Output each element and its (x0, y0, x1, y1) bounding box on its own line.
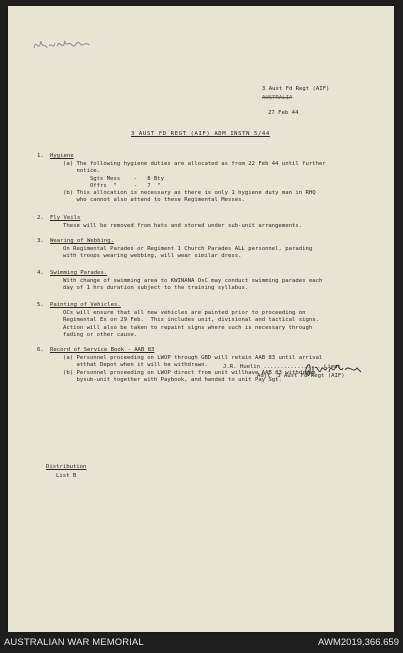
section-number: 4. (37, 270, 44, 276)
section-body (63, 223, 302, 230)
section-number: 5. (37, 302, 44, 308)
section-line: who cannot also attend to these Regimental Messes. (63, 197, 245, 204)
section-line: bysub-unit together with Paybook, and handed to unit Pay Sgt. (63, 376, 282, 383)
section-body (63, 310, 319, 339)
handwritten-annotation (31, 30, 89, 58)
section-heading: Painting of Vehicles. (50, 302, 121, 308)
section-number: 1. (37, 153, 44, 159)
section-body (63, 278, 322, 293)
section-line: Sgts Mess - 8 Bty (63, 175, 165, 182)
header-unit: 3 Aust Fd Regt (AIF) (262, 86, 330, 92)
section-line: day of 1 hrs duration subject to the training syllabus. (63, 285, 249, 292)
section-line: fading or other cause. (63, 331, 138, 338)
section-line: Action will also be taken to repaint signs where such is necessary through (63, 324, 313, 331)
section-body (63, 246, 312, 261)
section-number: 3. (37, 238, 44, 244)
section-heading: Hygiene (50, 153, 74, 159)
distribution-label: Distribution (46, 464, 87, 470)
section-line: notice. (63, 168, 101, 175)
section-line: (b) This allocation is necessary as there is only 1 hygiene duty man in RHQ (63, 190, 316, 197)
section-line: (b) Personnel proceeding on LWOP direct from unit willhave AAB 83 withdrawn (63, 369, 316, 376)
section-line: Regimental Ex on 29 Feb. This includes unit, divisional and tactical signs. (63, 317, 319, 324)
section-heading: Swimming Parades. (50, 270, 108, 276)
document-title: 3 AUST FD REGT (AIF) ADM INSTN 5/44 (131, 131, 270, 137)
section-line: With change of swimming area to KWINANA OsC may conduct swimming parades each (63, 278, 323, 284)
signatory-appointment: Adjt 3 Aust Fd Regt (AIF) (257, 373, 345, 379)
section-line: These will be removed from hats and stored under sub-unit arrangements. (63, 223, 303, 229)
section-line: OCs will ensure that all new vehicles are painted prior to proceeding on (63, 310, 306, 316)
source-credit: AUSTRALIAN WAR MEMORIAL (4, 637, 144, 648)
section-line: (a) The following hygiene duties are allocated as from 22 Feb 44 until further (63, 161, 326, 167)
distribution-list: List B (56, 473, 77, 479)
section-line: atthat Depot when it will be withdrawn. (63, 362, 208, 369)
accession-number: AWM2019.366.659 (318, 637, 399, 648)
section-heading: Record of Service Book - AAB 83 (50, 347, 155, 353)
section-line: (a) Personnel proceeding on LWOP through GBD will retain AAB 83 until arrival (63, 355, 323, 361)
section-line: Offrs " - 7 " (63, 182, 161, 189)
section-line: with troops wearing webbing, will wear similar dress. (63, 253, 242, 260)
header-place: AUSTRALIA (262, 95, 293, 101)
header-date: 27 Feb 44 (268, 110, 299, 116)
footer-bar (0, 634, 403, 653)
section-number: 6. (37, 347, 44, 353)
section-heading: Wearing of Webbing. (50, 238, 114, 244)
section-number: 2. (37, 215, 44, 221)
section-body (63, 161, 326, 205)
section-line: On Regimental Parades or Regiment 1 Church Parades ALL personnel, parading (63, 246, 313, 252)
section-heading: Fly Veils (50, 215, 81, 221)
signatory-name: J.R. Huelin ..................Lieut (223, 364, 341, 370)
